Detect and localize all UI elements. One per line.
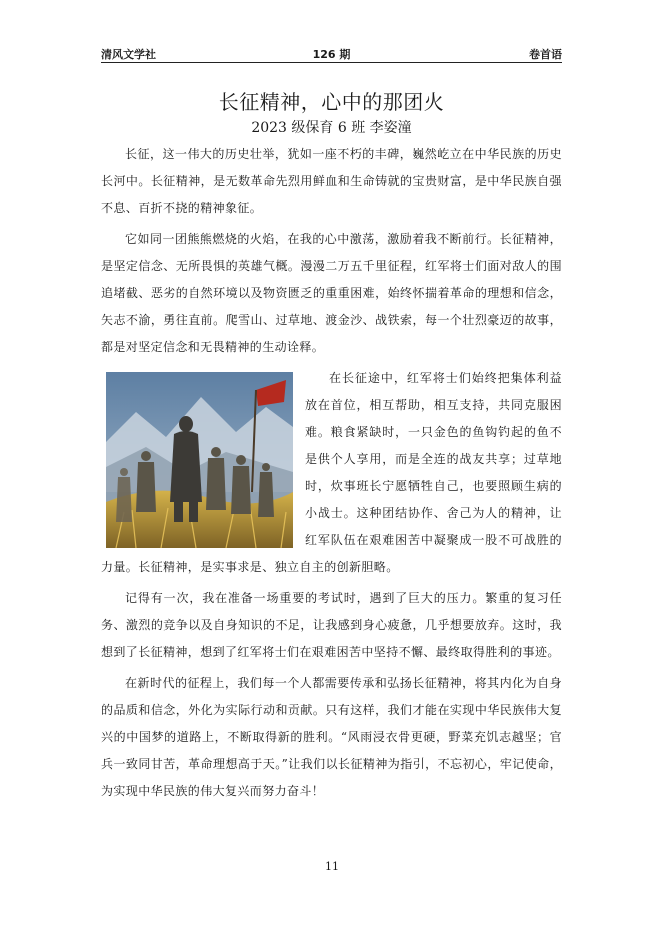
paragraph-1: 长征，这一伟大的历史壮举，犹如一座不朽的丰碑，巍然屹立在中华民族的历史长河中。长征精神，是无数革命先烈用鲜血和生命铸就的宝贵财富，是中华民族自强不息、百折不挠的精神象征。 xyxy=(101,147,562,215)
article-byline: 2023 级保育 6 班 李姿潼 xyxy=(251,120,412,136)
article-body xyxy=(101,141,562,809)
article-title: 长征精神，心中的那团火 xyxy=(218,90,445,114)
magazine-name: 清风文学社 xyxy=(101,48,156,61)
page-number: 11 xyxy=(325,860,339,873)
painting-illustration xyxy=(106,372,293,548)
page-header xyxy=(101,44,562,63)
paragraph-3: 在长征途中，红军将士们始终把集体利益放在首位，相互帮助，相互支持，共同克服困难。粮食紧缺时，一只金色的鱼钩钓起的鱼不是供个人享用，而是全连的战友共享；过草地时，炊事班长宁愿牺牲自己，也要照顾生病的小战士。这种团结协作、舍己为人的精神，让红军队伍在艰难困苦中凝聚成一股不可战胜的力量。长征精神，是实事求是、独立自主的创新胆略。 xyxy=(101,371,562,574)
paragraph-5: 在新时代的征程上，我们每一个人都需要传承和弘扬长征精神，将其内化为自身的品质和信念，外化为实际行动和贡献。只有这样，我们才能在实现中华民族伟大复兴的中国梦的道路上，不断取得新的胜利。“风雨浸衣骨更硬，野菜充饥志越坚；官兵一致同甘苦，革命理想高于天。”让我们以长征精神为指引，不忘初心，牢记使命，为实现中华民族的伟大复兴而努力奋斗！ xyxy=(101,676,562,798)
long-march-painting xyxy=(106,372,293,548)
issue-number: 126 期 xyxy=(312,48,351,61)
section-name: 卷首语 xyxy=(529,48,562,61)
paragraph-2: 它如同一团熊熊燃烧的火焰，在我的心中激荡，激励着我不断前行。长征精神，是坚定信念、无所畏惧的英雄气概。漫漫二万五千里征程，红军将士们面对敌人的围追堵截、恶劣的自然环境以及物资匮乏的重重困难，始终怀揣着革命的理想和信念，矢志不渝，勇往直前。爬雪山、过草地、渡金沙、战铁索，每一个壮烈豪迈的故事，都是对坚定信念和无畏精神的生动诠释。 xyxy=(101,232,562,354)
paragraph-4: 记得有一次，我在准备一场重要的考试时，遇到了巨大的压力。繁重的复习任务、激烈的竞争以及自身知识的不足，让我感到身心疲惫，几乎想要放弃。这时，我想到了长征精神，想到了红军将士们在艰难困苦中坚持不懈、最终取得胜利的事迹。 xyxy=(101,591,562,659)
